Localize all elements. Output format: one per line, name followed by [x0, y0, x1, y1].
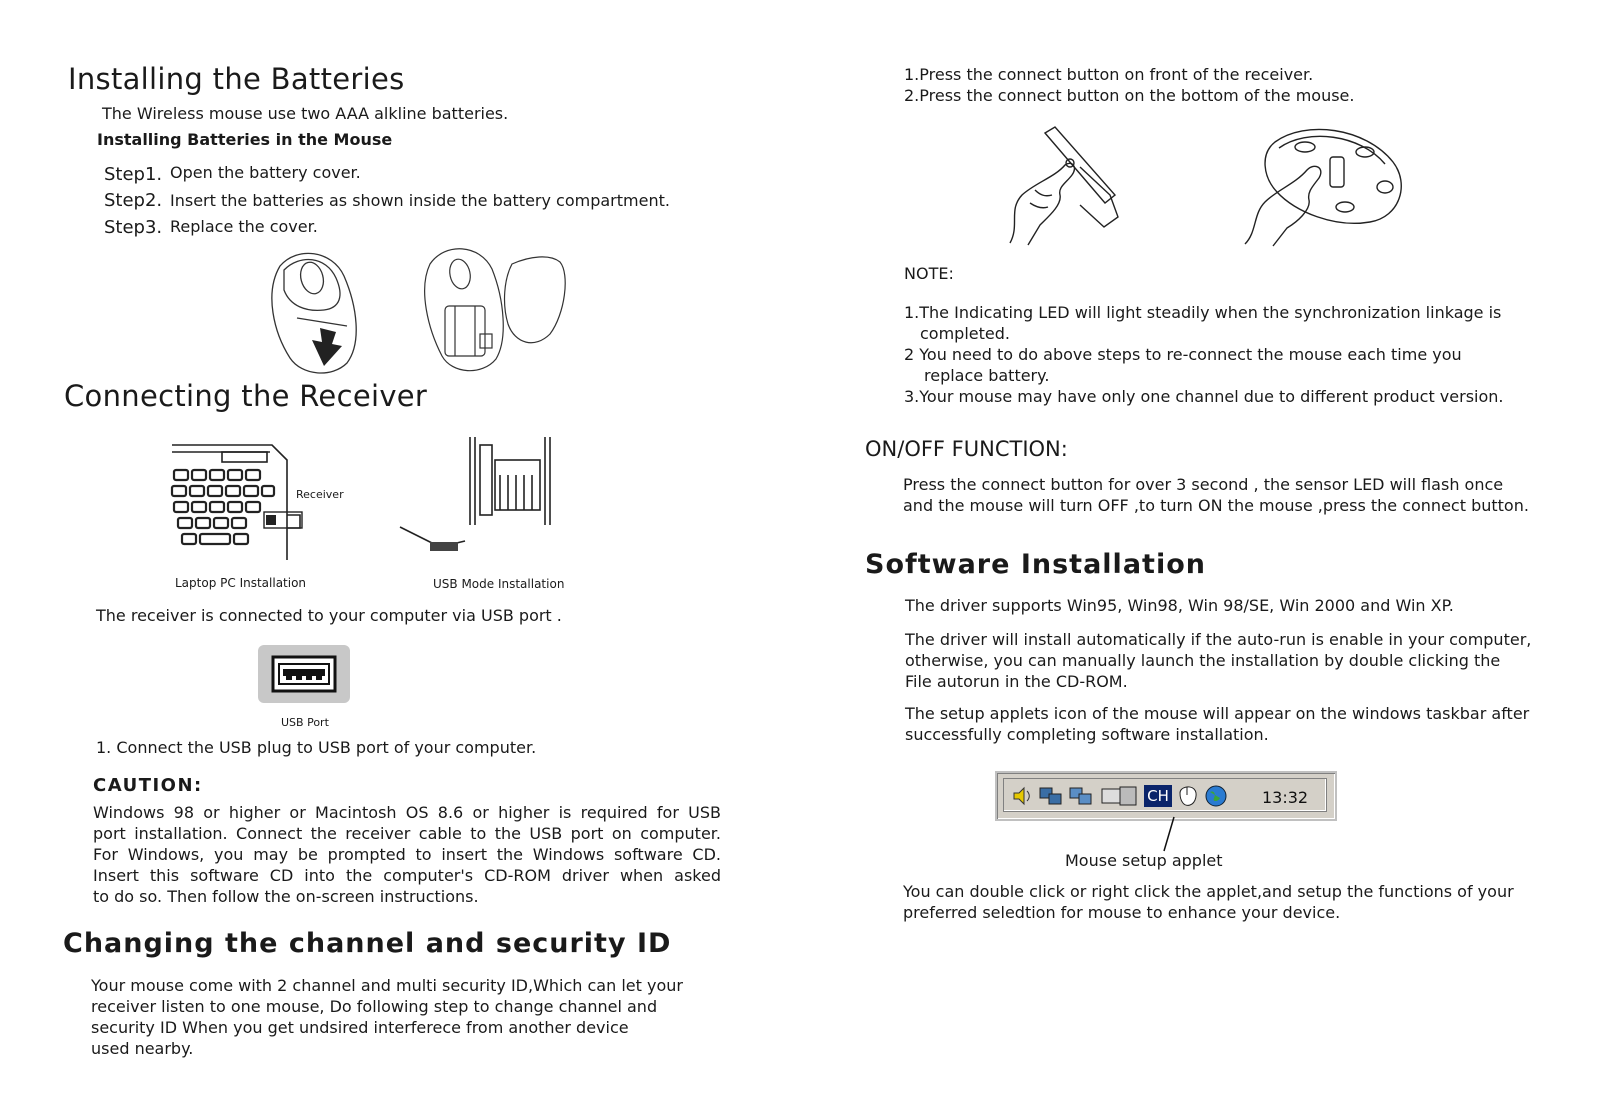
channel-line: Your mouse come with 2 channel and multi security ID,Which can let your — [91, 976, 683, 995]
batteries-title: Installing the Batteries — [68, 62, 405, 96]
usb-port-icon — [272, 656, 336, 692]
applet-usage-line: preferred seledtion for mouse to enhance your device. — [903, 903, 1341, 922]
software-title: Software Installation — [865, 549, 1206, 580]
laptop-receiver-illustration — [172, 440, 322, 565]
mouse-battery-cover-illustration — [262, 248, 372, 378]
caution-text — [93, 802, 721, 907]
note-line: replace battery. — [924, 366, 1050, 385]
software-applet-usage — [903, 881, 1514, 923]
channel-line: receiver listen to one mouse, Do following step to change channel and — [91, 997, 658, 1016]
taskbar-clock: 13:32 — [1262, 788, 1309, 807]
software-supports: The driver supports Win95, Win98, Win 98/SE, Win 2000 and Win XP. — [905, 596, 1454, 615]
globe-icon[interactable] — [1204, 784, 1228, 808]
caution-line: Windows 98 or higher or Macintosh OS 8.6 or higher is required for USB — [93, 803, 721, 822]
software-autorun — [905, 629, 1531, 692]
onoff-line: and the mouse will turn OFF ,to turn ON the mouse ,press the connect button. — [903, 496, 1529, 515]
note-line: 3.Your mouse may have only one channel due to different product version. — [904, 387, 1504, 406]
applet-info-line: successfully completing software installation. — [905, 725, 1269, 744]
step-3-label: Step3. — [104, 217, 163, 238]
autorun-line: The driver will install automatically if the auto-run is enable in your computer, — [905, 630, 1532, 649]
press-receiver-illustration — [1000, 125, 1130, 250]
applet-info-line: The setup applets icon of the mouse will appear on the windows taskbar after — [905, 704, 1530, 723]
autorun-line: File autorun in the CD-ROM. — [905, 672, 1128, 691]
caution-heading: CAUTION: — [93, 775, 203, 796]
connect-step-1: 1.Press the connect button on front of the receiver. — [904, 65, 1314, 84]
note-line: 1.The Indicating LED will light steadily when the synchronization linkage is — [904, 303, 1502, 322]
input-language-indicator[interactable]: CH — [1144, 785, 1172, 807]
note-line: 2 You need to do above steps to re-connect the mouse each time you — [904, 345, 1462, 364]
caution-line: For Windows, you may be prompted to insert the Windows software CD. — [93, 845, 721, 864]
applet-caption: Mouse setup applet — [1065, 851, 1223, 870]
software-applet-info — [905, 703, 1529, 745]
channel-title: Changing the channel and security ID — [63, 928, 672, 959]
usb-mode-caption: USB Mode Installation — [433, 577, 565, 591]
batteries-subtitle: Installing Batteries in the Mouse — [97, 130, 393, 149]
connect-steps — [904, 64, 1354, 106]
network-icon-2[interactable] — [1068, 785, 1094, 807]
step-2-text: Insert the batteries as shown inside the battery compartment. — [170, 191, 670, 210]
onoff-line: Press the connect button for over 3 second , the sensor LED will flash once — [903, 475, 1504, 494]
onoff-text — [903, 474, 1529, 516]
step-2-label: Step2. — [104, 190, 163, 211]
caution-line: to do so. Then follow the on-screen instructions. — [93, 887, 479, 906]
channel-line: used nearby. — [91, 1039, 194, 1058]
battery-compartment-illustration — [420, 244, 570, 379]
receiver-via-usb: The receiver is connected to your computer via USB port . — [96, 606, 562, 625]
batteries-intro: The Wireless mouse use two AAA alkline batteries. — [102, 104, 509, 123]
press-mouse-illustration — [1245, 122, 1415, 252]
connect-step-2: 2.Press the connect button on the bottom of the mouse. — [904, 86, 1355, 105]
step-3-text: Replace the cover. — [170, 217, 318, 236]
mouse-applet-icon[interactable] — [1176, 783, 1200, 809]
autorun-line: otherwise, you can manually launch the installation by double clicking the — [905, 651, 1501, 670]
note-list — [904, 302, 1504, 407]
receiver-title: Connecting the Receiver — [64, 379, 428, 413]
channel-line: security ID When you get undsired interferece from another device — [91, 1018, 629, 1037]
caution-line: Insert this software CD into the computer's CD-ROM driver when asked — [93, 866, 721, 885]
network-icon[interactable] — [1038, 785, 1064, 807]
tray-area — [1003, 778, 1327, 812]
applet-pointer-line — [1160, 815, 1180, 855]
laptop-caption: Laptop PC Installation — [175, 576, 307, 590]
connect-usb-step: 1. Connect the USB plug to USB port of your computer. — [96, 738, 537, 757]
caution-line: port installation. Connect the receiver cable to the USB port on computer. — [93, 824, 721, 843]
applet-usage-line: You can double click or right click the applet,and setup the functions of your — [903, 882, 1514, 901]
step-1-label: Step1. — [104, 164, 163, 185]
channel-text — [91, 975, 683, 1059]
usb-mode-tower-illustration — [400, 435, 560, 565]
onoff-title: ON/OFF FUNCTION: — [865, 437, 1068, 461]
speaker-icon[interactable] — [1012, 785, 1034, 807]
usb-port-caption: USB Port — [281, 716, 329, 729]
receiver-label: Receiver — [296, 488, 344, 501]
keyboard-icon[interactable] — [1100, 785, 1140, 807]
step-1-text: Open the battery cover. — [170, 163, 361, 182]
note-line: completed. — [920, 324, 1010, 343]
note-heading: NOTE: — [904, 264, 954, 283]
taskbar-tray — [995, 771, 1337, 821]
usb-port-illustration — [258, 645, 350, 703]
